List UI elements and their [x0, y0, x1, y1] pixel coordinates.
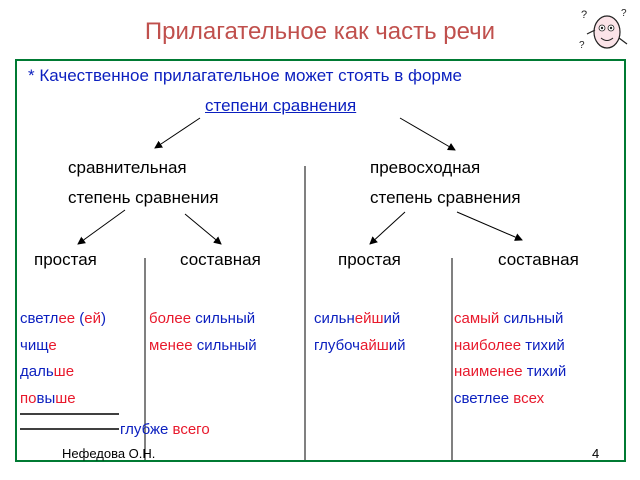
intro-bullet: *	[28, 66, 35, 85]
comp-compound-examples	[149, 310, 257, 363]
example-fragment: тихий	[522, 363, 567, 380]
footer-author: Нефедова О.Н.	[62, 446, 156, 461]
example-fragment: глубже	[120, 421, 169, 438]
example-fragment: менее	[149, 336, 193, 354]
svg-text:?: ?	[621, 8, 627, 19]
intro-text: Качественное прилагательное может стоять в форме	[39, 66, 463, 85]
example-fragment: ее	[58, 310, 76, 327]
example-fragment: ий	[383, 310, 401, 327]
example-fragment: наименее	[454, 363, 523, 380]
example-fragment: сильн	[314, 310, 355, 327]
page-number: 4	[592, 446, 600, 461]
example-word	[454, 390, 566, 417]
example-fragment: тихий	[521, 336, 565, 354]
comparative-line1: сравнительная	[68, 158, 187, 177]
sup-compound-label: составная	[498, 250, 579, 269]
example-fragment: светл	[20, 310, 59, 327]
cartoon-character-icon	[577, 4, 631, 56]
example-fragment: е	[48, 336, 57, 354]
example-fragment: ей	[84, 310, 102, 327]
example-word	[149, 310, 257, 337]
example-fragment: ше	[53, 363, 75, 380]
comp-simple-label: простая	[34, 250, 97, 269]
slide-title: Прилагательное как часть речи	[144, 18, 496, 45]
example-fragment: вы	[36, 389, 56, 407]
svg-text:?: ?	[579, 40, 585, 51]
example-word	[20, 363, 106, 390]
example-word	[454, 337, 566, 364]
example-fragment: всего	[168, 421, 210, 438]
superlative-line1: превосходная	[370, 158, 481, 177]
example-fragment: (	[75, 310, 85, 327]
sup-simple-examples	[314, 310, 406, 363]
sup-simple-label: простая	[338, 250, 401, 269]
intro-line	[28, 66, 462, 86]
example-fragment: сильный	[192, 336, 257, 354]
example-fragment: сильный	[499, 310, 564, 327]
example-fragment: светлее	[454, 389, 510, 407]
example-word	[20, 310, 106, 337]
example-word	[314, 337, 406, 364]
comparative-line2: степень сравнения	[68, 188, 219, 207]
comp-simple-examples	[20, 310, 106, 416]
example-fragment: глубоч	[314, 336, 360, 354]
example-fragment: более	[149, 310, 192, 327]
example-word	[20, 337, 106, 364]
example-fragment: ий	[388, 336, 406, 354]
example-fragment: ейш	[354, 310, 384, 327]
example-word	[20, 390, 106, 417]
example-fragment: сильный	[191, 310, 256, 327]
comp-compound-label: составная	[180, 250, 261, 269]
example-fragment: ше	[55, 389, 76, 407]
example-fragment: чищ	[20, 336, 49, 354]
example-fragment: айш	[359, 336, 389, 354]
intro-link[interactable]: степени сравнения	[205, 96, 357, 115]
example-fragment: по	[20, 389, 37, 407]
example-fragment: самый	[454, 310, 500, 327]
example-fragment: всех	[509, 389, 545, 407]
svg-text:?: ?	[581, 9, 588, 21]
example-fragment: наиболее	[454, 336, 522, 354]
superlative-line2: степень сравнения	[370, 188, 521, 207]
example-word	[149, 337, 257, 364]
example-fragment: )	[101, 310, 107, 327]
example-fragment: даль	[20, 363, 54, 380]
example-word	[454, 363, 566, 390]
sup-compound-examples	[454, 310, 566, 416]
example-word	[314, 310, 406, 337]
example-word	[454, 310, 566, 337]
bottom-example	[120, 421, 210, 438]
